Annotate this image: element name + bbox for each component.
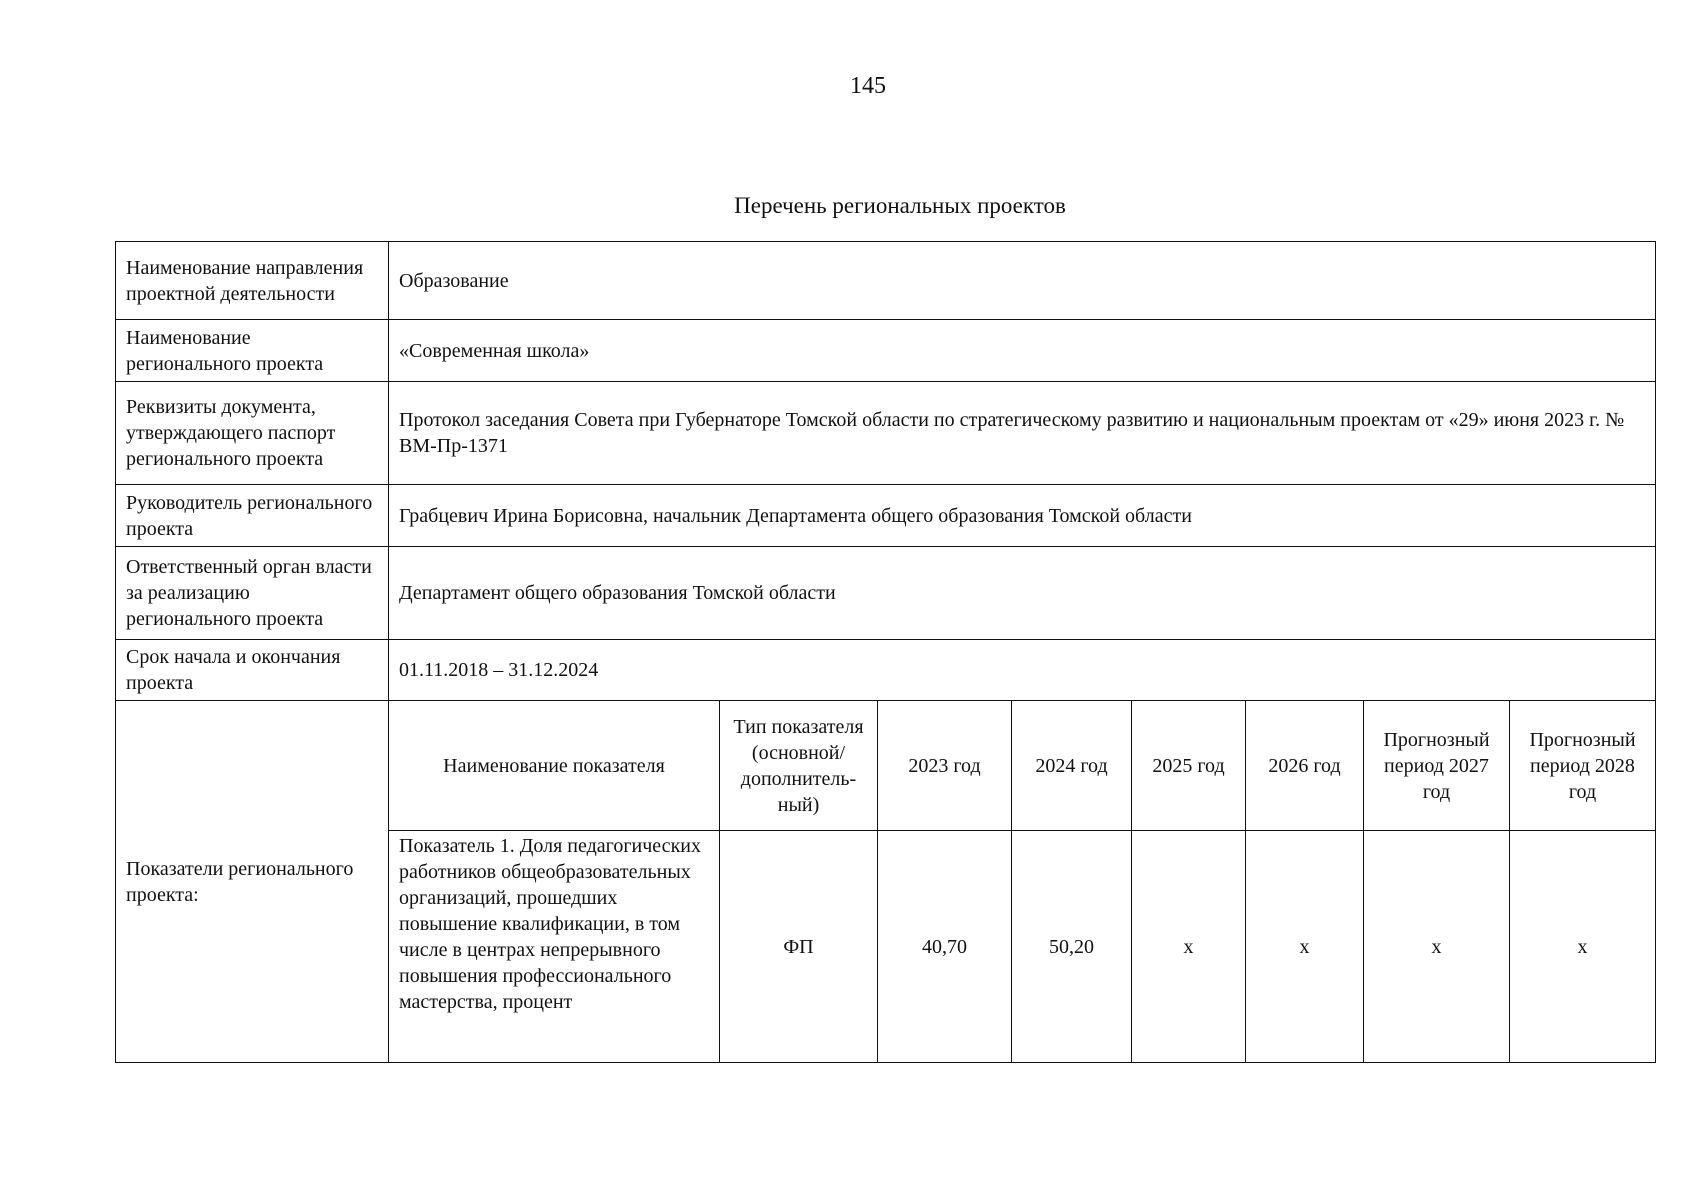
header-indicator-name: Наименование показателя bbox=[389, 701, 720, 831]
header-2024: 2024 год bbox=[1012, 701, 1132, 831]
indicator-value-2024: 50,20 bbox=[1012, 831, 1132, 1063]
table-row bbox=[116, 320, 1656, 382]
row-value-project-name: «Современная школа» bbox=[389, 320, 1656, 382]
indicator-value-2025: х bbox=[1132, 831, 1246, 1063]
row-value-document: Протокол заседания Совета при Губернаторе Томской области по стратегическому развитию и национальным проектам от «29» июня 2023 г. № ВМ-Пр-1371 bbox=[389, 382, 1656, 485]
header-indicator-type: Тип показателя (основной/ дополнитель-ный) bbox=[720, 701, 878, 831]
header-2023: 2023 год bbox=[878, 701, 1012, 831]
row-value-term: 01.11.2018 – 31.12.2024 bbox=[389, 640, 1656, 701]
header-2025: 2025 год bbox=[1132, 701, 1246, 831]
row-label-direction: Наименование направления проектной деятельности bbox=[116, 242, 389, 320]
indicator-value-2023: 40,70 bbox=[878, 831, 1012, 1063]
table-row bbox=[116, 640, 1656, 701]
table-row bbox=[116, 485, 1656, 547]
table-row bbox=[116, 242, 1656, 320]
row-label-head: Руководитель регионального проекта bbox=[116, 485, 389, 547]
header-forecast-2027: Прогнозный период 2027 год bbox=[1364, 701, 1510, 831]
document-title: Перечень региональных проектов bbox=[734, 193, 1066, 218]
row-value-direction: Образование bbox=[389, 242, 1656, 320]
indicator-value-2026: х bbox=[1246, 831, 1364, 1063]
table-row bbox=[116, 382, 1656, 485]
indicator-type: ФП bbox=[720, 831, 878, 1063]
table-row bbox=[116, 547, 1656, 640]
row-value-responsible: Департамент общего образования Томской области bbox=[389, 547, 1656, 640]
page-number: 145 bbox=[850, 73, 886, 99]
row-label-responsible: Ответственный орган власти за реализацию регионального проекта bbox=[116, 547, 389, 640]
header-2026: 2026 год bbox=[1246, 701, 1364, 831]
row-label-term: Срок начала и окончания проекта bbox=[116, 640, 389, 701]
regional-projects-table bbox=[115, 241, 1656, 1063]
indicator-value-2027: х bbox=[1364, 831, 1510, 1063]
row-value-head: Грабцевич Ирина Борисовна, начальник Департамента общего образования Томской области bbox=[389, 485, 1656, 547]
row-label-document: Реквизиты документа, утверждающего паспорт регионального проекта bbox=[116, 382, 389, 485]
row-label-project-name: Наименование регионального проекта bbox=[116, 320, 389, 382]
indicators-label: Показатели регионального проекта: bbox=[116, 701, 389, 1063]
indicator-name: Показатель 1. Доля педагогических работников общеобразовательных организаций, прошедших повышение квалификации, в том числе в центрах непрерывного повышения профессионального мастерства, процент bbox=[389, 831, 720, 1063]
indicator-value-2028: х bbox=[1510, 831, 1656, 1063]
header-forecast-2028: Прогнозный период 2028 год bbox=[1510, 701, 1656, 831]
indicators-header-row bbox=[116, 701, 1656, 831]
